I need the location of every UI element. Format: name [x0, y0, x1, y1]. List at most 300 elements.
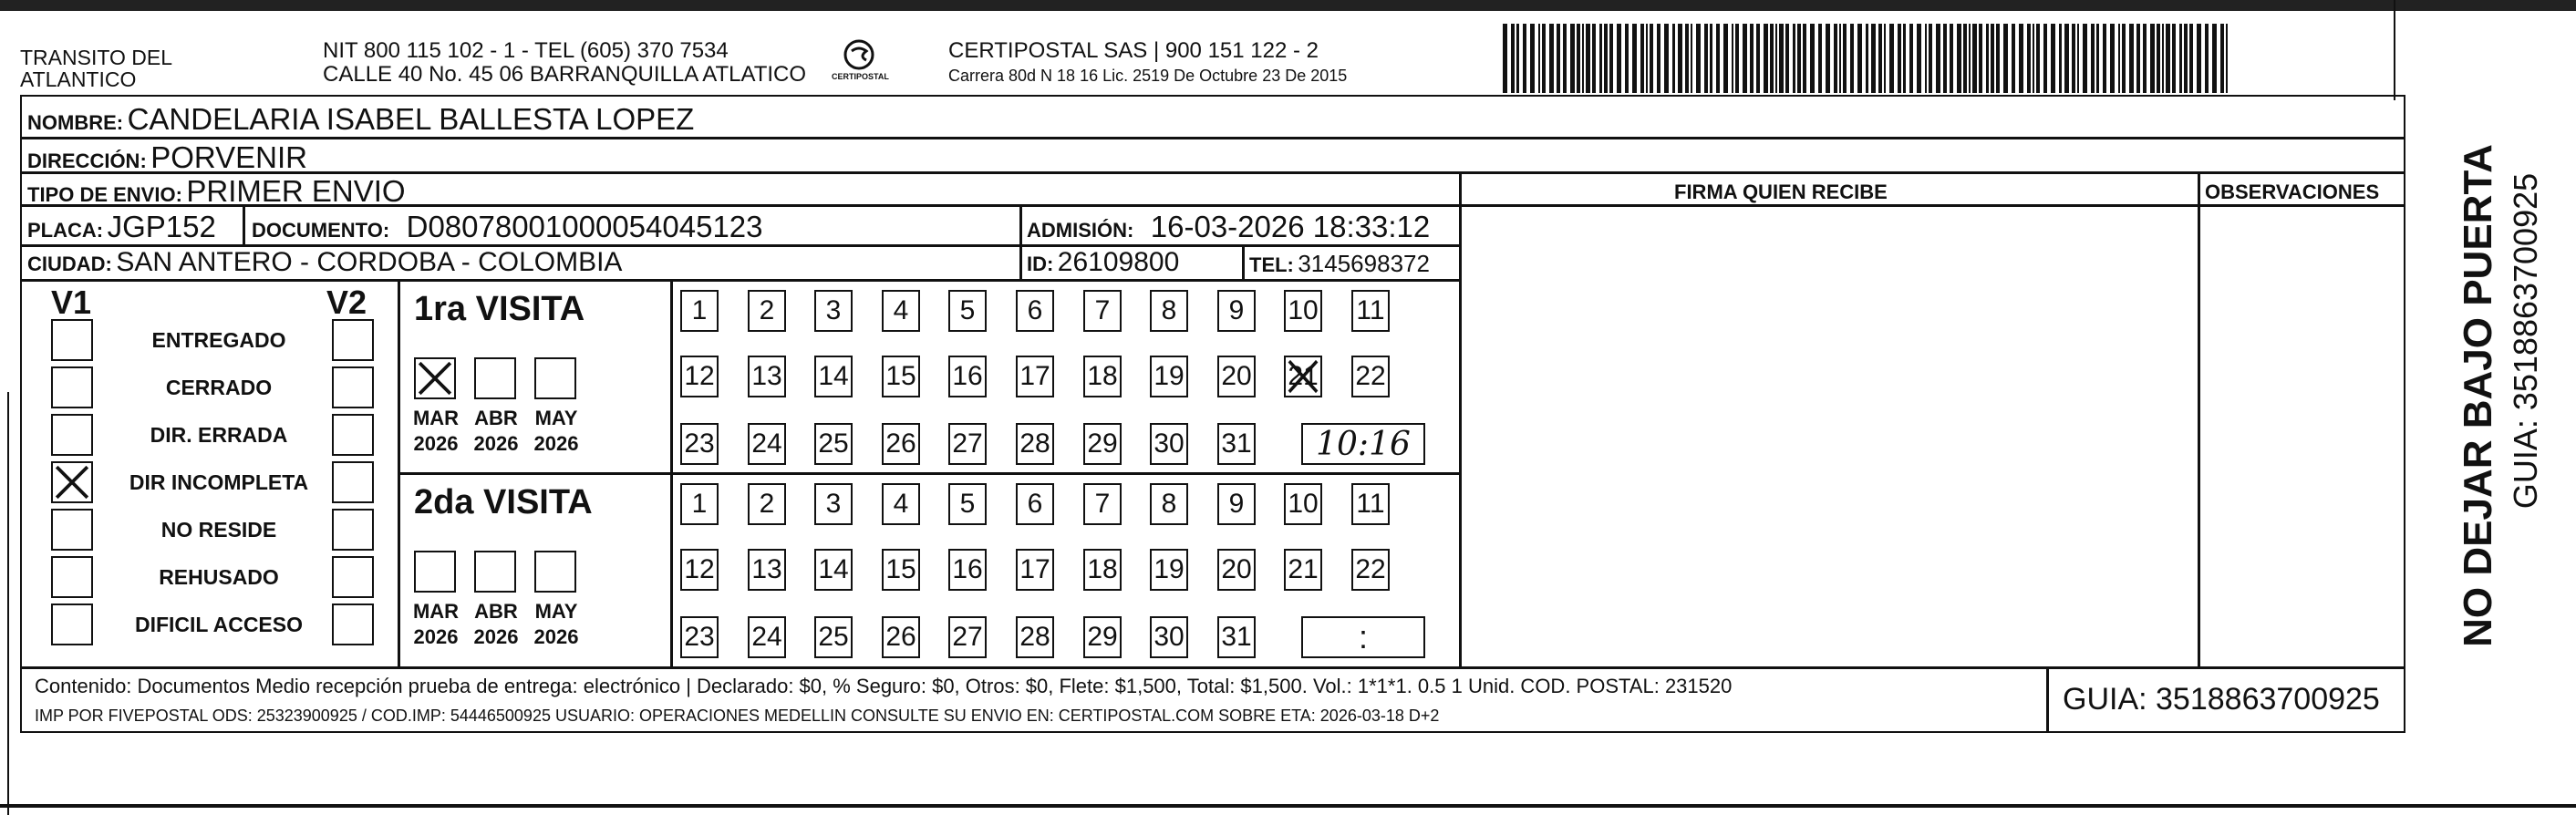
- barcode-bar: [1917, 24, 1921, 93]
- day-box[interactable]: [882, 290, 920, 332]
- nombre-field: [27, 104, 694, 134]
- barcode-bar: [1750, 24, 1754, 93]
- barcode-bar: [2036, 24, 2040, 93]
- barcode-bar: [2091, 24, 2095, 93]
- year-label: 2026: [533, 432, 579, 455]
- day-box[interactable]: [1150, 356, 1188, 397]
- day-box[interactable]: [1083, 549, 1122, 591]
- barcode-bar: [1943, 24, 1947, 93]
- ciudad-label: CIUDAD:: [27, 253, 112, 275]
- day-number: 10: [1288, 489, 1319, 519]
- day-number: 27: [952, 428, 983, 459]
- barcode-bar: [1625, 24, 1629, 93]
- month-label: MAR: [412, 600, 460, 623]
- v1-checkbox[interactable]: [51, 509, 93, 551]
- barcode-bar: [2157, 24, 2160, 93]
- day-box[interactable]: [680, 290, 719, 332]
- day-box[interactable]: [882, 549, 920, 591]
- barcode-bar: [2077, 24, 2079, 93]
- day-number: 16: [952, 554, 983, 584]
- day-box[interactable]: [1150, 549, 1188, 591]
- day-number: 8: [1161, 295, 1177, 325]
- day-number: 9: [1228, 489, 1245, 519]
- barcode-bar: [1843, 24, 1847, 93]
- visit-time-box[interactable]: [1301, 616, 1425, 658]
- barcode-bar: [1779, 24, 1784, 93]
- v2-header: V2: [326, 284, 367, 321]
- id-field: [1027, 249, 1179, 276]
- v2-checkbox[interactable]: [332, 366, 374, 408]
- barcode-bar: [1691, 24, 1692, 93]
- barcode-bar: [2226, 24, 2228, 93]
- month-label: MAY: [534, 407, 578, 429]
- day-number: 30: [1154, 622, 1185, 652]
- day-box[interactable]: [1016, 290, 1054, 332]
- v1-checkbox[interactable]: [51, 319, 93, 361]
- month-checkbox[interactable]: [474, 551, 516, 593]
- barcode-bar: [1972, 24, 1977, 93]
- barcode-bar: [2122, 24, 2126, 93]
- certipostal-logo: [830, 36, 888, 88]
- barcode-bar: [1678, 24, 1682, 93]
- day-box[interactable]: [1351, 483, 1390, 525]
- barcode-bar: [1664, 24, 1669, 93]
- day-box[interactable]: [1284, 356, 1322, 397]
- v2-checkbox[interactable]: [332, 319, 374, 361]
- org-name-line2: ATLANTICO: [20, 67, 137, 91]
- year-label: 2026: [413, 432, 459, 455]
- barcode-bar: [1839, 24, 1841, 93]
- barcode-bar: [2189, 24, 2193, 93]
- barcode-bar: [1530, 24, 1535, 93]
- day-number: 11: [1356, 489, 1385, 519]
- day-box[interactable]: [948, 483, 987, 525]
- barcode-bar: [2064, 24, 2069, 93]
- direccion-label: DIRECCIÓN:: [27, 150, 147, 172]
- barcode-bar: [1950, 24, 1953, 93]
- ciudad-value: SAN ANTERO - CORDOBA - COLOMBIA: [116, 247, 623, 277]
- barcode-bar: [1723, 24, 1728, 93]
- day-box[interactable]: [1284, 483, 1322, 525]
- day-box[interactable]: [948, 616, 987, 658]
- status-label: DIFICIL ACCESO: [134, 613, 303, 636]
- day-box[interactable]: [748, 423, 786, 465]
- day-number: 18: [1087, 554, 1118, 584]
- admision-value: 16-03-2026 18:33:12: [1150, 210, 1431, 243]
- day-number: 5: [959, 489, 976, 519]
- day-number: 21: [1288, 361, 1319, 391]
- v2-checkbox[interactable]: [332, 556, 374, 598]
- month-label: ABR: [474, 600, 518, 623]
- day-box[interactable]: [1016, 356, 1054, 397]
- admision-label: ADMISIÓN:: [1027, 219, 1134, 242]
- footer-guia: GUIA: 3518863700925: [2063, 682, 2380, 717]
- barcode-bar: [2150, 24, 2155, 93]
- barcode-bar: [1696, 24, 1701, 93]
- v1-checkbox[interactable]: [51, 461, 93, 503]
- barcode-bar: [2043, 24, 2047, 93]
- day-number: 28: [1019, 622, 1050, 652]
- day-box[interactable]: [680, 423, 719, 465]
- barcode-bar: [2003, 24, 2008, 93]
- day-number: 31: [1221, 622, 1252, 652]
- day-box[interactable]: [1016, 423, 1054, 465]
- barcode-bar: [1549, 24, 1554, 93]
- day-number: 2: [759, 295, 775, 325]
- status-label: REHUSADO: [159, 565, 279, 589]
- month-checkbox[interactable]: [414, 551, 456, 593]
- v2-checkbox[interactable]: [332, 509, 374, 551]
- day-number: 7: [1094, 295, 1111, 325]
- day-number: 8: [1161, 489, 1177, 519]
- barcode-bar: [1834, 24, 1837, 93]
- barcode-bar: [1803, 24, 1806, 93]
- barcode-bar: [2197, 24, 2201, 93]
- status-label: NO RESIDE: [160, 518, 277, 542]
- barcode-bar: [1672, 24, 1675, 93]
- nit-line: NIT 800 115 102 - 1 - TEL (605) 370 7534: [323, 38, 729, 63]
- month-checkbox[interactable]: [474, 357, 516, 399]
- day-number: 22: [1355, 554, 1386, 584]
- barcode-bar: [2019, 24, 2023, 93]
- status-label: CERRADO: [165, 376, 273, 399]
- v2-checkbox[interactable]: [332, 604, 374, 645]
- day-number: 3: [825, 295, 842, 325]
- barcode-bar: [1503, 24, 1507, 93]
- visit-title: 2da VISITA: [414, 483, 593, 521]
- day-box[interactable]: [948, 356, 987, 397]
- bottom-edge: [0, 804, 2576, 808]
- barcode-bar: [1996, 24, 2000, 93]
- barcode-bar: [1889, 24, 1894, 93]
- barcode-bar: [1898, 24, 1901, 93]
- barcode-bar: [1884, 24, 1886, 93]
- barcode-bar: [1604, 24, 1608, 93]
- day-box[interactable]: [1284, 290, 1322, 332]
- day-box[interactable]: [1217, 549, 1256, 591]
- day-number: 1: [691, 489, 708, 519]
- barcode-bar: [2220, 24, 2224, 93]
- barcode-bar: [1710, 24, 1712, 93]
- barcode-bar: [2033, 24, 2034, 93]
- barcode-bar: [1770, 24, 1774, 93]
- day-number: 20: [1221, 361, 1252, 391]
- org-name-line1: TRANSITO DEL: [20, 46, 172, 69]
- tel-label: TEL:: [1249, 253, 1294, 276]
- barcode-bar: [1866, 24, 1868, 93]
- barcode-bar: [2051, 24, 2055, 93]
- v2-checkbox[interactable]: [332, 414, 374, 456]
- placa-label: PLACA:: [27, 219, 104, 242]
- month-checkbox[interactable]: [414, 357, 456, 399]
- side-notice: NO DEJAR BAJO PUERTA: [2456, 144, 2500, 647]
- status-label: DIR INCOMPLETA: [129, 470, 309, 494]
- day-number: 28: [1019, 428, 1050, 459]
- day-number: 26: [885, 428, 916, 459]
- day-number: 15: [885, 554, 916, 584]
- day-box[interactable]: [1016, 483, 1054, 525]
- barcode-bar: [2103, 24, 2106, 93]
- barcode-bar: [1542, 24, 1546, 93]
- day-box[interactable]: [680, 616, 719, 658]
- barcode-bar: [1570, 24, 1575, 93]
- barcode-bar: [1909, 24, 1913, 93]
- day-box[interactable]: [1016, 616, 1054, 658]
- day-number: 1: [691, 295, 708, 325]
- visit-time-box[interactable]: [1301, 423, 1425, 465]
- year-label: 2026: [473, 432, 519, 455]
- barcode-bar: [1936, 24, 1940, 93]
- day-box[interactable]: [1351, 290, 1390, 332]
- day-box[interactable]: [948, 423, 987, 465]
- year-label: 2026: [413, 625, 459, 648]
- day-box[interactable]: [882, 483, 920, 525]
- tipo-field: [27, 176, 406, 206]
- barcode-bar: [2083, 24, 2087, 93]
- day-box[interactable]: [882, 423, 920, 465]
- day-box[interactable]: [1083, 356, 1122, 397]
- day-number: 24: [751, 428, 782, 459]
- day-number: 29: [1087, 428, 1118, 459]
- day-number: 9: [1228, 295, 1245, 325]
- barcode-bar: [1743, 24, 1747, 93]
- visit-title: 1ra VISITA: [414, 290, 585, 328]
- barcode-bar: [1764, 24, 1768, 93]
- barcode-bar: [1538, 24, 1540, 93]
- barcode-bar: [2096, 24, 2099, 93]
- admision-field: [1027, 211, 1430, 242]
- day-box[interactable]: [948, 549, 987, 591]
- tipo-label: TIPO DE ENVIO:: [27, 183, 182, 206]
- day-box[interactable]: [748, 549, 786, 591]
- barcode-bar: [1582, 24, 1584, 93]
- barcode-bar: [1929, 24, 1932, 93]
- barcode-bar: [1857, 24, 1862, 93]
- day-number: 13: [751, 554, 782, 584]
- id-label: ID:: [1027, 253, 1054, 275]
- barcode-bar: [1609, 24, 1613, 93]
- direccion-value: PORVENIR: [150, 140, 308, 174]
- day-box[interactable]: [1083, 616, 1122, 658]
- documento-value: D08078001000054045123: [406, 210, 763, 243]
- v1-checkbox[interactable]: [51, 366, 93, 408]
- barcode-bar: [1810, 24, 1815, 93]
- barcode-bar: [1818, 24, 1822, 93]
- day-box[interactable]: [748, 483, 786, 525]
- day-number: 19: [1154, 361, 1185, 391]
- day-number: 3: [825, 489, 842, 519]
- day-box[interactable]: [1217, 290, 1256, 332]
- day-box[interactable]: [1150, 616, 1188, 658]
- barcode-bar: [1797, 24, 1801, 93]
- day-number: 18: [1087, 361, 1118, 391]
- status-label: DIR. ERRADA: [150, 423, 288, 447]
- day-box[interactable]: [1217, 616, 1256, 658]
- barcode-bar: [2162, 24, 2164, 93]
- placa-value: JGP152: [107, 210, 216, 243]
- day-box[interactable]: [948, 290, 987, 332]
- barcode-bar: [2118, 24, 2120, 93]
- day-box[interactable]: [1150, 483, 1188, 525]
- day-number: 23: [684, 428, 715, 459]
- barcode-bar: [2072, 24, 2075, 93]
- v1-checkbox[interactable]: [51, 556, 93, 598]
- direccion-field: [27, 142, 307, 172]
- barcode-bar: [1826, 24, 1830, 93]
- day-box[interactable]: [1083, 290, 1122, 332]
- day-number: 30: [1154, 428, 1185, 459]
- day-number: 25: [818, 622, 849, 652]
- side-guia: GUIA: 3518863700925: [2507, 172, 2544, 510]
- visit-time: :: [1358, 618, 1368, 655]
- barcode-bar: [2212, 24, 2217, 93]
- barcode-bar: [1969, 24, 1971, 93]
- day-box[interactable]: [814, 549, 853, 591]
- day-number: 26: [885, 622, 916, 652]
- barcode-bar: [1586, 24, 1590, 93]
- day-box[interactable]: [680, 483, 719, 525]
- barcode-bar: [1850, 24, 1854, 93]
- day-box[interactable]: [1150, 290, 1188, 332]
- barcode-bar: [2027, 24, 2031, 93]
- right-edge-line: [2394, 0, 2395, 100]
- day-box[interactable]: [1217, 356, 1256, 397]
- day-box[interactable]: [1217, 483, 1256, 525]
- day-number: 29: [1087, 622, 1118, 652]
- day-box[interactable]: [1083, 483, 1122, 525]
- documento-field: [252, 211, 763, 242]
- day-number: 17: [1019, 554, 1050, 584]
- barcode-bar: [1599, 24, 1602, 93]
- day-number: 6: [1027, 295, 1043, 325]
- day-box[interactable]: [1217, 423, 1256, 465]
- barcode-bar: [2110, 24, 2115, 93]
- day-box[interactable]: [882, 616, 920, 658]
- barcode-bar: [1957, 24, 1961, 93]
- barcode-bar: [1775, 24, 1777, 93]
- day-number: 19: [1154, 554, 1185, 584]
- barcode-bar: [1903, 24, 1906, 93]
- barcode-bar: [1557, 24, 1560, 93]
- day-number: 2: [759, 489, 775, 519]
- barcode-bar: [1511, 24, 1515, 93]
- barcode-bar: [2143, 24, 2147, 93]
- day-box[interactable]: [814, 423, 853, 465]
- day-number: 17: [1019, 361, 1050, 391]
- visit-time: 10:16: [1316, 425, 1411, 463]
- day-number: 4: [893, 295, 909, 325]
- nombre-value: CANDELARIA ISABEL BALLESTA LOPEZ: [127, 102, 695, 136]
- company-line: CERTIPOSTAL SAS | 900 151 122 - 2: [948, 38, 1319, 63]
- v2-checkbox[interactable]: [332, 461, 374, 503]
- barcode-bar: [1756, 24, 1760, 93]
- day-box[interactable]: [1351, 549, 1390, 591]
- month-checkbox[interactable]: [534, 551, 576, 593]
- day-number: 14: [818, 361, 849, 391]
- barcode-bar: [1632, 24, 1637, 93]
- tipo-value: PRIMER ENVIO: [186, 174, 406, 208]
- day-box[interactable]: [748, 616, 786, 658]
- tel-value: 3145698372: [1298, 250, 1430, 277]
- barcode-bar: [1577, 24, 1580, 93]
- barcode-bar: [1991, 24, 1994, 93]
- barcode-bar: [2179, 24, 2182, 93]
- day-box[interactable]: [882, 356, 920, 397]
- day-number: 21: [1288, 554, 1319, 584]
- day-number: 20: [1221, 554, 1252, 584]
- barcode-bar: [1516, 24, 1519, 93]
- day-number: 25: [818, 428, 849, 459]
- day-number: 12: [684, 554, 715, 584]
- day-box[interactable]: [814, 290, 853, 332]
- barcode-bar: [1963, 24, 1967, 93]
- id-value: 26109800: [1057, 247, 1180, 277]
- day-box[interactable]: [1351, 356, 1390, 397]
- day-box[interactable]: [748, 356, 786, 397]
- nombre-label: NOMBRE:: [27, 111, 124, 134]
- left-edge-line: [7, 392, 9, 815]
- barcode-bar: [1685, 24, 1689, 93]
- barcode-bar: [1735, 24, 1739, 93]
- barcode-bar: [2166, 24, 2170, 93]
- firma-header: FIRMA QUIEN RECIBE: [1674, 181, 1888, 203]
- day-box[interactable]: [1150, 423, 1188, 465]
- day-box[interactable]: [1016, 549, 1054, 591]
- day-box[interactable]: [680, 356, 719, 397]
- day-box[interactable]: [1083, 423, 1122, 465]
- barcode-bar: [1617, 24, 1621, 93]
- company-sub: Carrera 80d N 18 16 Lic. 2519 De Octubre 23 De 2015: [948, 67, 1348, 85]
- day-box[interactable]: [814, 356, 853, 397]
- day-number: 13: [751, 361, 782, 391]
- v1-checkbox[interactable]: [51, 604, 93, 645]
- documento-label: DOCUMENTO:: [252, 219, 390, 242]
- day-box[interactable]: [1284, 549, 1322, 591]
- day-box[interactable]: [814, 616, 853, 658]
- logo-text: CERTIPOSTAL: [832, 72, 889, 81]
- footer-content-line: Contenido: Documentos Medio recepción prueba de entrega: electrónico | Declarado: $0, % Seguro: $0, Otros: $0, Flete: $1,500, Total: $1,500. Vol.: 1*1*1. 0.5 1 Unid. COD. POSTAL: 231520: [35, 675, 1733, 697]
- barcode-bar: [1650, 24, 1653, 93]
- v1-checkbox[interactable]: [51, 414, 93, 456]
- barcode-bar: [2059, 24, 2062, 93]
- barcode-bar: [2136, 24, 2140, 93]
- year-label: 2026: [473, 625, 519, 648]
- v1-header: V1: [51, 284, 92, 321]
- barcode-bar: [1640, 24, 1644, 93]
- barcode-bar: [1871, 24, 1876, 93]
- day-number: 22: [1355, 361, 1386, 391]
- barcode-bar: [1785, 24, 1789, 93]
- day-box[interactable]: [814, 483, 853, 525]
- day-box[interactable]: [680, 549, 719, 591]
- day-number: 10: [1288, 295, 1319, 325]
- day-box[interactable]: [748, 290, 786, 332]
- barcode-bar: [1793, 24, 1795, 93]
- barcode-bar: [1523, 24, 1526, 93]
- barcode-bar: [1979, 24, 1982, 93]
- month-label: MAR: [412, 407, 460, 429]
- day-number: 31: [1221, 428, 1252, 459]
- placa-field: [27, 211, 216, 242]
- address-line: CALLE 40 No. 45 06 BARRANQUILLA ATLATICO: [323, 62, 807, 87]
- barcode-bar: [1592, 24, 1596, 93]
- day-number: 24: [751, 622, 782, 652]
- month-checkbox[interactable]: [534, 357, 576, 399]
- barcode-bar: [1878, 24, 1882, 93]
- barcode-bar: [2129, 24, 2134, 93]
- day-number: 15: [885, 361, 916, 391]
- day-number: 4: [893, 489, 909, 519]
